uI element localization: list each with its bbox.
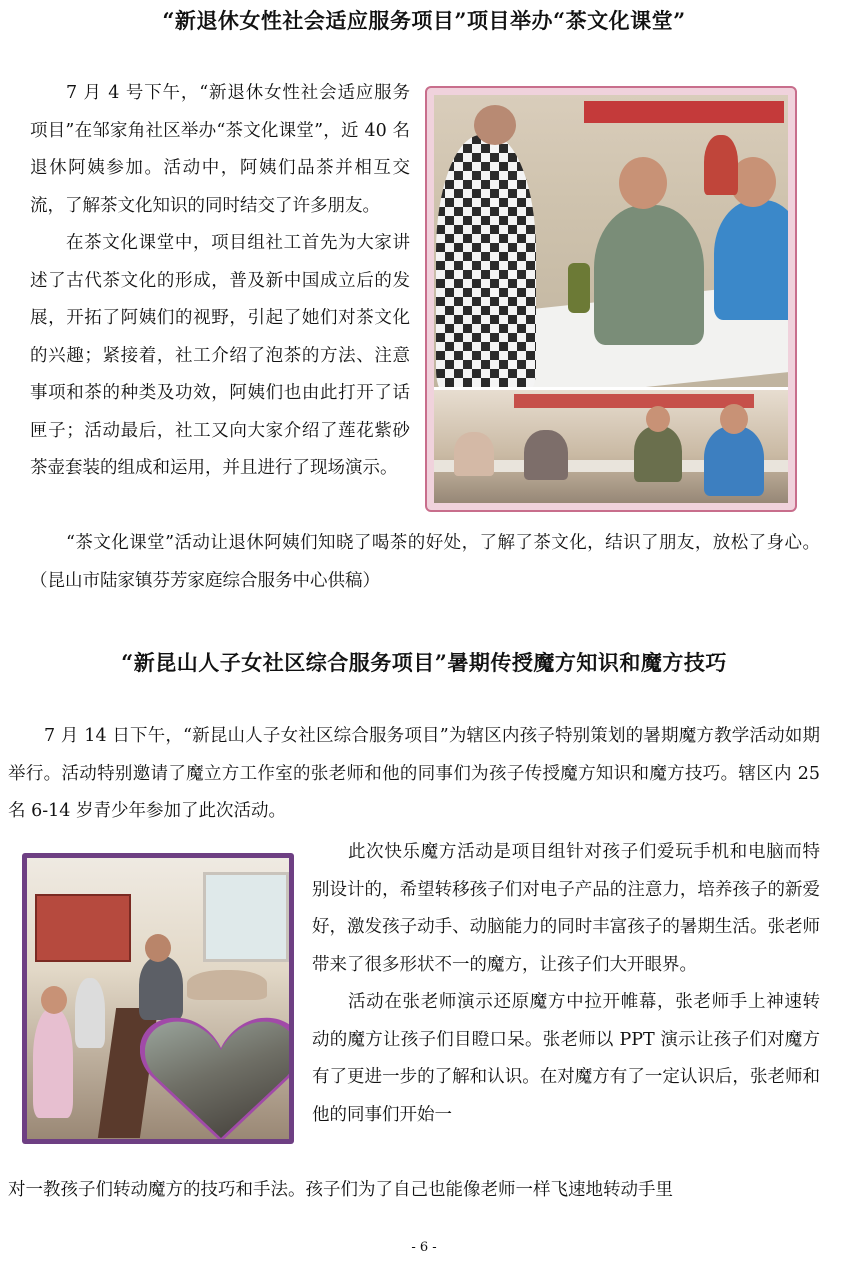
article1-para3: “茶文化课堂”活动让退休阿姨们知晓了喝茶的好处，了解了茶文化，结识了朋友，放松了身心。（昆山市陆家镇芬芳家庭综合服务中心供稿） (30, 533, 820, 591)
page-number: - 6 - (411, 1240, 437, 1255)
article2-title: “新昆山人子女社区综合服务项目”暑期传授魔方知识和魔方技巧 (121, 650, 727, 675)
article2-para3b: 对一教孩子们转动魔方的技巧和手法。孩子们为了自己也能像老师一样飞速地转动手里 (8, 1180, 673, 1200)
heart-inset-photo (145, 1020, 289, 1138)
article2-body-tail (8, 1172, 820, 1210)
article1-body-wrap (30, 75, 410, 488)
tea-class-photo-bottom (434, 387, 788, 503)
article1-para1: 7 月 4 号下午，“新退休女性社会适应服务项目”在邹家角社区举办“茶文化课堂”，近 40 名退休阿姨参加。活动中，阿姨们品茶并相互交流，了解茶文化知识的同时结交了许多朋友。 (30, 83, 410, 216)
tea-class-photo (425, 86, 797, 512)
article2-body-wrap (312, 834, 820, 1134)
tea-class-photo-top (434, 95, 788, 395)
article2-para1: 7 月 14 日下午，“新昆山人子女社区综合服务项目”为辖区内孩子特别策划的暑期魔方教学活动如期举行。活动特别邀请了魔立方工作室的张老师和他的同事们为孩子传授魔方知识和魔方技巧。辖区内 25 名 6-14 岁青少年参加了此次活动。 (8, 726, 820, 821)
article1-body-tail (30, 525, 820, 600)
article1-para2: 在茶文化课堂中，项目组社工首先为大家讲述了古代茶文化的形成，普及新中国成立后的发展，开拓了阿姨们的视野，引起了她们对茶文化的兴趣；紧接着，社工介绍了泡茶的方法、注意事项和茶的种类及功效，阿姨们也由此打开了话匣子；活动最后，社工又向大家介绍了莲花紫砂茶壶套装的组成和运用，并且进行了现场演示。 (30, 233, 410, 478)
article1-title: “新退休女性社会适应服务项目”项目举办“茶文化课堂” (162, 8, 686, 33)
article2-para3a: 活动在张老师演示还原魔方中拉开帷幕，张老师手上神速转动的魔方让孩子们目瞪口呆。张老师以 PPT 演示让孩子们对魔方有了更进一步的了解和认识。在对魔方有了一定认识后，张老师和他的同事们开始一 (312, 992, 820, 1125)
article2-intro-wrap (8, 718, 820, 831)
article2-para2: 此次快乐魔方活动是项目组针对孩子们爱玩手机和电脑而特别设计的，希望转移孩子们对电子产品的注意力，培养孩子的新爱好，激发孩子动手、动脑能力的同时丰富孩子的暑期生活。张老师带来了很多形状不一的魔方，让孩子们大开眼界。 (312, 842, 820, 975)
rubiks-cube-photo (22, 853, 294, 1144)
